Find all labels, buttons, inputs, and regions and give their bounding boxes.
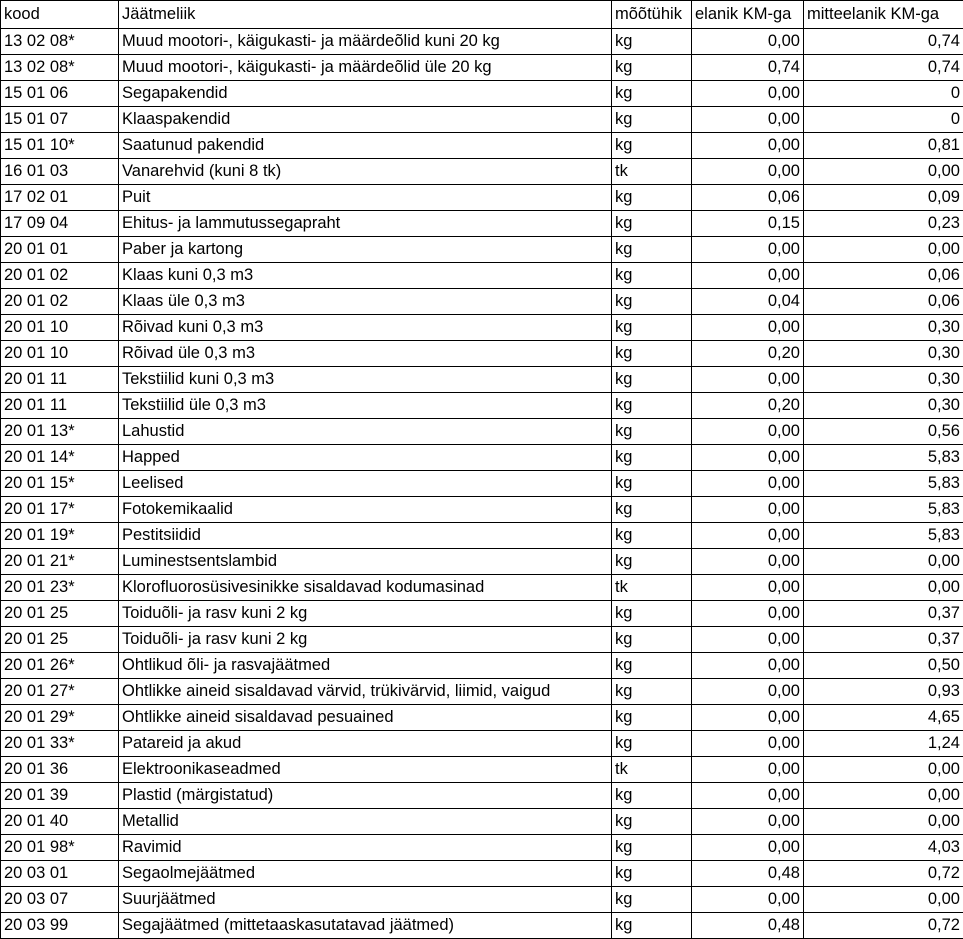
cell-unit: kg [612, 523, 692, 549]
cell-waste-type: Plastid (märgistatud) [119, 783, 612, 809]
cell-code: 20 01 36 [1, 757, 119, 783]
cell-nonresident-price: 4,03 [804, 835, 963, 861]
cell-unit: tk [612, 575, 692, 601]
cell-code: 20 01 14* [1, 445, 119, 471]
cell-nonresident-price: 4,65 [804, 705, 963, 731]
table-body [1, 29, 963, 939]
cell-unit: kg [612, 29, 692, 55]
cell-unit: kg [612, 367, 692, 393]
cell-resident-price: 0,00 [692, 653, 804, 679]
cell-waste-type: Fotokemikaalid [119, 497, 612, 523]
cell-waste-type: Metallid [119, 809, 612, 835]
cell-code: 13 02 08* [1, 29, 119, 55]
cell-unit: kg [612, 731, 692, 757]
cell-waste-type: Vanarehvid (kuni 8 tk) [119, 159, 612, 185]
cell-nonresident-price: 0,37 [804, 627, 963, 653]
cell-waste-type: Tekstiilid üle 0,3 m3 [119, 393, 612, 419]
cell-resident-price: 0,00 [692, 705, 804, 731]
cell-unit: kg [612, 133, 692, 159]
cell-unit: tk [612, 757, 692, 783]
cell-nonresident-price: 0,74 [804, 29, 963, 55]
cell-resident-price: 0,00 [692, 783, 804, 809]
cell-resident-price: 0,00 [692, 679, 804, 705]
cell-resident-price: 0,15 [692, 211, 804, 237]
cell-unit: kg [612, 185, 692, 211]
table-row [1, 367, 963, 393]
cell-unit: kg [612, 237, 692, 263]
cell-waste-type: Ohtlikke aineid sisaldavad värvid, trükivärvid, liimid, vaigud [119, 679, 612, 705]
cell-waste-type: Klaaspakendid [119, 107, 612, 133]
cell-nonresident-price: 0,00 [804, 237, 963, 263]
cell-nonresident-price: 0 [804, 81, 963, 107]
cell-code: 20 01 13* [1, 419, 119, 445]
table-row [1, 653, 963, 679]
table-row [1, 107, 963, 133]
cell-nonresident-price: 0,06 [804, 263, 963, 289]
cell-resident-price: 0,00 [692, 627, 804, 653]
cell-resident-price: 0,00 [692, 367, 804, 393]
cell-resident-price: 0,00 [692, 315, 804, 341]
cell-nonresident-price: 0,23 [804, 211, 963, 237]
cell-nonresident-price: 0,81 [804, 133, 963, 159]
cell-resident-price: 0,00 [692, 549, 804, 575]
cell-unit: kg [612, 315, 692, 341]
cell-code: 20 01 29* [1, 705, 119, 731]
cell-resident-price: 0,00 [692, 263, 804, 289]
table-row [1, 315, 963, 341]
cell-unit: kg [612, 783, 692, 809]
table-row [1, 861, 963, 887]
cell-nonresident-price: 5,83 [804, 471, 963, 497]
cell-resident-price: 0,00 [692, 29, 804, 55]
cell-waste-type: Luminestsentslambid [119, 549, 612, 575]
cell-nonresident-price: 0,72 [804, 861, 963, 887]
cell-code: 20 01 26* [1, 653, 119, 679]
table-row [1, 757, 963, 783]
table-row [1, 445, 963, 471]
cell-code: 20 01 15* [1, 471, 119, 497]
cell-unit: kg [612, 497, 692, 523]
table-row [1, 627, 963, 653]
cell-unit: kg [612, 601, 692, 627]
cell-code: 20 03 99 [1, 913, 119, 939]
cell-waste-type: Muud mootori-, käigukasti- ja määrdeõlid kuni 20 kg [119, 29, 612, 55]
table-row [1, 133, 963, 159]
cell-waste-type: Rõivad kuni 0,3 m3 [119, 315, 612, 341]
cell-waste-type: Segapakendid [119, 81, 612, 107]
table-row [1, 601, 963, 627]
cell-resident-price: 0,00 [692, 237, 804, 263]
cell-waste-type: Leelised [119, 471, 612, 497]
cell-code: 15 01 07 [1, 107, 119, 133]
table-row [1, 29, 963, 55]
cell-unit: kg [612, 55, 692, 81]
table-row [1, 497, 963, 523]
cell-code: 20 01 25 [1, 601, 119, 627]
table-row [1, 887, 963, 913]
table-row [1, 159, 963, 185]
cell-code: 20 01 02 [1, 289, 119, 315]
cell-unit: kg [612, 341, 692, 367]
cell-nonresident-price: 0,93 [804, 679, 963, 705]
table-row [1, 185, 963, 211]
cell-code: 20 01 17* [1, 497, 119, 523]
cell-resident-price: 0,00 [692, 809, 804, 835]
cell-unit: kg [612, 107, 692, 133]
cell-nonresident-price: 5,83 [804, 445, 963, 471]
cell-waste-type: Klaas kuni 0,3 m3 [119, 263, 612, 289]
cell-code: 15 01 10* [1, 133, 119, 159]
cell-resident-price: 0,00 [692, 445, 804, 471]
cell-nonresident-price: 0,30 [804, 367, 963, 393]
cell-code: 20 01 25 [1, 627, 119, 653]
cell-resident-price: 0,00 [692, 133, 804, 159]
cell-nonresident-price: 0,00 [804, 783, 963, 809]
cell-code: 20 01 19* [1, 523, 119, 549]
cell-code: 20 03 07 [1, 887, 119, 913]
cell-unit: kg [612, 81, 692, 107]
header-row [1, 1, 963, 29]
cell-resident-price: 0,20 [692, 393, 804, 419]
cell-nonresident-price: 0,00 [804, 887, 963, 913]
cell-resident-price: 0,48 [692, 913, 804, 939]
table-row [1, 81, 963, 107]
cell-waste-type: Patareid ja akud [119, 731, 612, 757]
cell-code: 20 01 10 [1, 315, 119, 341]
cell-waste-type: Saatunud pakendid [119, 133, 612, 159]
cell-unit: kg [612, 549, 692, 575]
cell-waste-type: Ravimid [119, 835, 612, 861]
cell-code: 20 01 02 [1, 263, 119, 289]
cell-nonresident-price: 0,37 [804, 601, 963, 627]
table-row [1, 471, 963, 497]
table-row [1, 809, 963, 835]
cell-nonresident-price: 0 [804, 107, 963, 133]
cell-code: 20 01 10 [1, 341, 119, 367]
cell-unit: kg [612, 211, 692, 237]
cell-nonresident-price: 0,00 [804, 809, 963, 835]
cell-waste-type: Klaas üle 0,3 m3 [119, 289, 612, 315]
cell-waste-type: Elektroonikaseadmed [119, 757, 612, 783]
cell-resident-price: 0,00 [692, 471, 804, 497]
cell-nonresident-price: 0,00 [804, 549, 963, 575]
cell-nonresident-price: 0,00 [804, 575, 963, 601]
cell-nonresident-price: 0,72 [804, 913, 963, 939]
cell-nonresident-price: 0,74 [804, 55, 963, 81]
table-row [1, 289, 963, 315]
table-row [1, 237, 963, 263]
table-row [1, 393, 963, 419]
cell-code: 20 01 27* [1, 679, 119, 705]
cell-code: 20 01 21* [1, 549, 119, 575]
cell-waste-type: Segajäätmed (mittetaaskasutatavad jäätmed) [119, 913, 612, 939]
cell-resident-price: 0,00 [692, 731, 804, 757]
table-row [1, 341, 963, 367]
cell-unit: kg [612, 913, 692, 939]
cell-waste-type: Muud mootori-, käigukasti- ja määrdeõlid üle 20 kg [119, 55, 612, 81]
cell-resident-price: 0,04 [692, 289, 804, 315]
cell-unit: kg [612, 471, 692, 497]
cell-nonresident-price: 0,09 [804, 185, 963, 211]
cell-unit: kg [612, 705, 692, 731]
header-unit: mõõtühik [612, 1, 692, 29]
cell-resident-price: 0,06 [692, 185, 804, 211]
table-row [1, 575, 963, 601]
table-row [1, 731, 963, 757]
cell-unit: kg [612, 861, 692, 887]
cell-code: 20 01 98* [1, 835, 119, 861]
table-row [1, 835, 963, 861]
table-row [1, 679, 963, 705]
cell-nonresident-price: 0,50 [804, 653, 963, 679]
cell-nonresident-price: 0,56 [804, 419, 963, 445]
cell-waste-type: Toiduõli- ja rasv kuni 2 kg [119, 627, 612, 653]
cell-unit: kg [612, 653, 692, 679]
cell-code: 20 01 39 [1, 783, 119, 809]
cell-waste-type: Ohtlikke aineid sisaldavad pesuained [119, 705, 612, 731]
table-row [1, 783, 963, 809]
cell-code: 17 02 01 [1, 185, 119, 211]
cell-resident-price: 0,00 [692, 835, 804, 861]
cell-code: 20 01 11 [1, 393, 119, 419]
cell-resident-price: 0,20 [692, 341, 804, 367]
table-row [1, 55, 963, 81]
cell-resident-price: 0,00 [692, 887, 804, 913]
cell-nonresident-price: 0,30 [804, 393, 963, 419]
cell-resident-price: 0,00 [692, 81, 804, 107]
header-waste-type: Jäätmeliik [119, 1, 612, 29]
cell-nonresident-price: 0,00 [804, 159, 963, 185]
cell-unit: kg [612, 263, 692, 289]
cell-code: 16 01 03 [1, 159, 119, 185]
cell-unit: kg [612, 393, 692, 419]
cell-unit: kg [612, 887, 692, 913]
table-row [1, 523, 963, 549]
cell-unit: kg [612, 445, 692, 471]
cell-unit: kg [612, 809, 692, 835]
cell-waste-type: Toiduõli- ja rasv kuni 2 kg [119, 601, 612, 627]
cell-code: 20 01 23* [1, 575, 119, 601]
cell-resident-price: 0,48 [692, 861, 804, 887]
cell-code: 20 01 01 [1, 237, 119, 263]
cell-code: 15 01 06 [1, 81, 119, 107]
cell-resident-price: 0,00 [692, 575, 804, 601]
header-code: kood [1, 1, 119, 29]
cell-code: 20 01 40 [1, 809, 119, 835]
cell-waste-type: Rõivad üle 0,3 m3 [119, 341, 612, 367]
cell-waste-type: Pestitsiidid [119, 523, 612, 549]
cell-code: 13 02 08* [1, 55, 119, 81]
cell-unit: kg [612, 835, 692, 861]
cell-waste-type: Puit [119, 185, 612, 211]
cell-waste-type: Ehitus- ja lammutussegapraht [119, 211, 612, 237]
header-nonresident-price: mitteelanik KM-ga [804, 1, 963, 29]
cell-unit: kg [612, 289, 692, 315]
table-row [1, 549, 963, 575]
cell-nonresident-price: 5,83 [804, 497, 963, 523]
cell-waste-type: Suurjäätmed [119, 887, 612, 913]
cell-resident-price: 0,00 [692, 523, 804, 549]
cell-nonresident-price: 0,30 [804, 315, 963, 341]
table-row [1, 913, 963, 939]
cell-waste-type: Lahustid [119, 419, 612, 445]
cell-code: 20 01 11 [1, 367, 119, 393]
table-row [1, 211, 963, 237]
cell-waste-type: Klorofluorosüsivesinikke sisaldavad kodumasinad [119, 575, 612, 601]
cell-resident-price: 0,74 [692, 55, 804, 81]
cell-waste-type: Happed [119, 445, 612, 471]
table-row [1, 705, 963, 731]
cell-unit: kg [612, 419, 692, 445]
cell-waste-type: Paber ja kartong [119, 237, 612, 263]
cell-resident-price: 0,00 [692, 419, 804, 445]
cell-code: 20 03 01 [1, 861, 119, 887]
table-row [1, 419, 963, 445]
cell-nonresident-price: 0,00 [804, 757, 963, 783]
cell-waste-type: Tekstiilid kuni 0,3 m3 [119, 367, 612, 393]
cell-nonresident-price: 0,30 [804, 341, 963, 367]
cell-resident-price: 0,00 [692, 159, 804, 185]
cell-resident-price: 0,00 [692, 757, 804, 783]
table-row [1, 263, 963, 289]
cell-code: 17 09 04 [1, 211, 119, 237]
cell-waste-type: Ohtlikud õli- ja rasvajäätmed [119, 653, 612, 679]
cell-waste-type: Segaolmejäätmed [119, 861, 612, 887]
cell-code: 20 01 33* [1, 731, 119, 757]
cell-nonresident-price: 1,24 [804, 731, 963, 757]
cell-resident-price: 0,00 [692, 107, 804, 133]
header-resident-price: elanik KM-ga [692, 1, 804, 29]
cell-resident-price: 0,00 [692, 497, 804, 523]
cell-unit: tk [612, 159, 692, 185]
cell-unit: kg [612, 627, 692, 653]
cell-unit: kg [612, 679, 692, 705]
cell-nonresident-price: 0,06 [804, 289, 963, 315]
cell-nonresident-price: 5,83 [804, 523, 963, 549]
cell-resident-price: 0,00 [692, 601, 804, 627]
